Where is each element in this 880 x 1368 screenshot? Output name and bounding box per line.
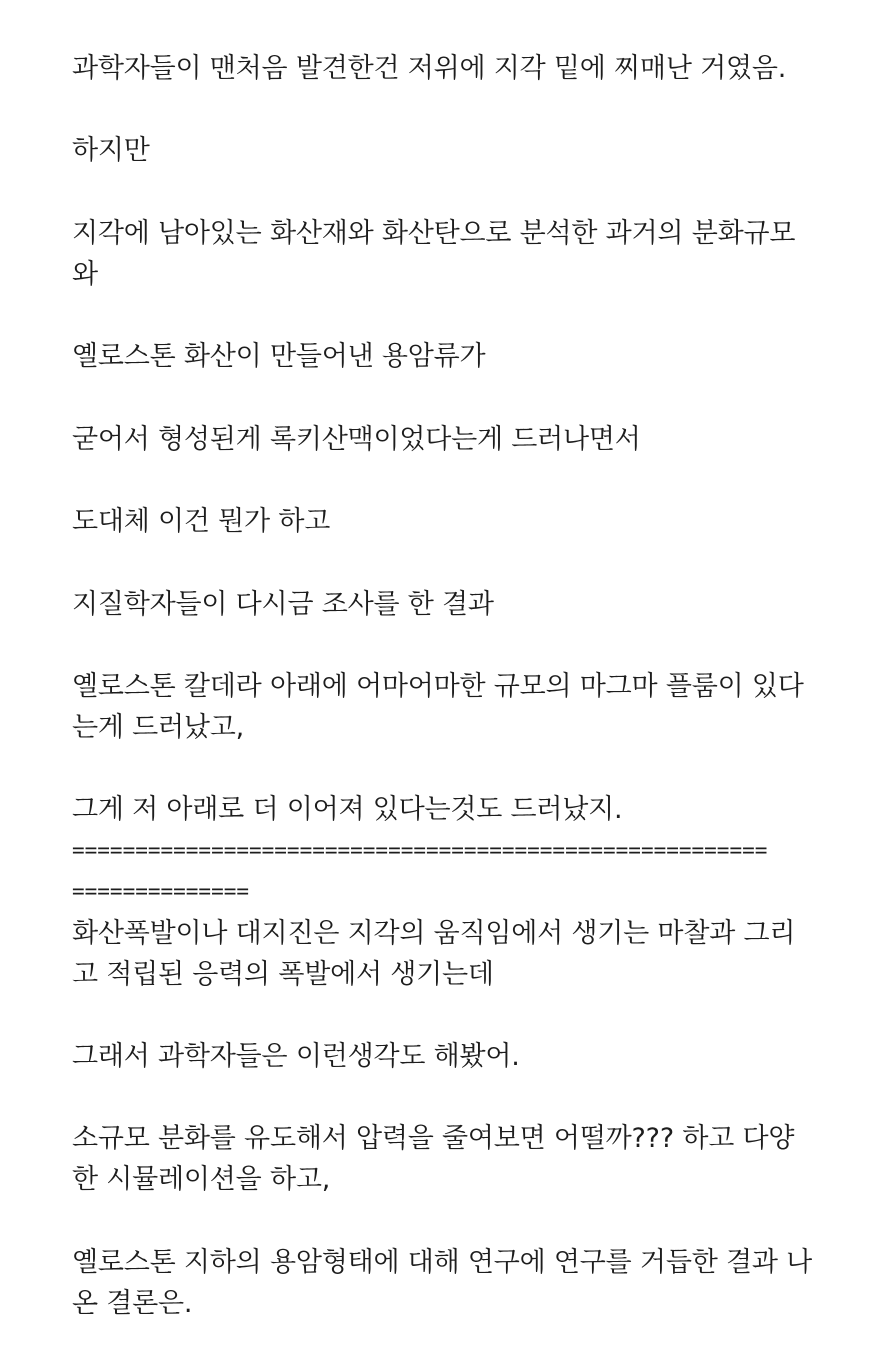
text-line: 지질학자들이 다시금 조사를 한 결과 xyxy=(72,589,494,620)
text-line: 고 적립된 응력의 폭발에서 생기는데 xyxy=(72,959,494,990)
separator-line: ======================================================= xyxy=(72,838,768,862)
text-line: 와 xyxy=(72,259,98,290)
text-line: 옐로스톤 칼데라 아래에 어마어마한 규모의 마그마 플룸이 있다 xyxy=(72,671,804,702)
text-line: 온 결론은. xyxy=(72,1288,193,1319)
text-line: 그게 저 아래로 더 이어져 있다는것도 드러났지. xyxy=(72,794,623,825)
text-line: 과학자들이 맨처음 발견한건 저위에 지각 밑에 찌매난 거였음. xyxy=(72,53,787,84)
text-line: 소규모 분화를 유도해서 압력을 줄여보면 어떨까??? 하고 다양 xyxy=(72,1123,795,1154)
text-line: 옐로스톤 화산이 만들어낸 용암류가 xyxy=(72,341,486,372)
separator-line: ============== xyxy=(72,879,250,903)
text-line: 지각에 남아있는 화산재와 화산탄으로 분석한 과거의 분화규모 xyxy=(72,218,796,249)
text-line: 한 시뮬레이션을 하고, xyxy=(72,1164,331,1195)
text-line: 하지만 xyxy=(72,135,150,166)
text-line: 도대체 이건 뭔가 하고 xyxy=(72,506,331,537)
text-line: 화산폭발이나 대지진은 지각의 움직임에서 생기는 마찰과 그리 xyxy=(72,918,796,949)
text-line: 옐로스톤 지하의 용암형태에 대해 연구에 연구를 거듭한 결과 나 xyxy=(72,1247,812,1278)
text-line: 그래서 과학자들은 이런생각도 해봤어. xyxy=(72,1041,520,1072)
text-line: 는게 드러났고, xyxy=(72,712,245,743)
text-line: 굳어서 형성된게 록키산맥이었다는게 드러나면서 xyxy=(72,424,641,455)
